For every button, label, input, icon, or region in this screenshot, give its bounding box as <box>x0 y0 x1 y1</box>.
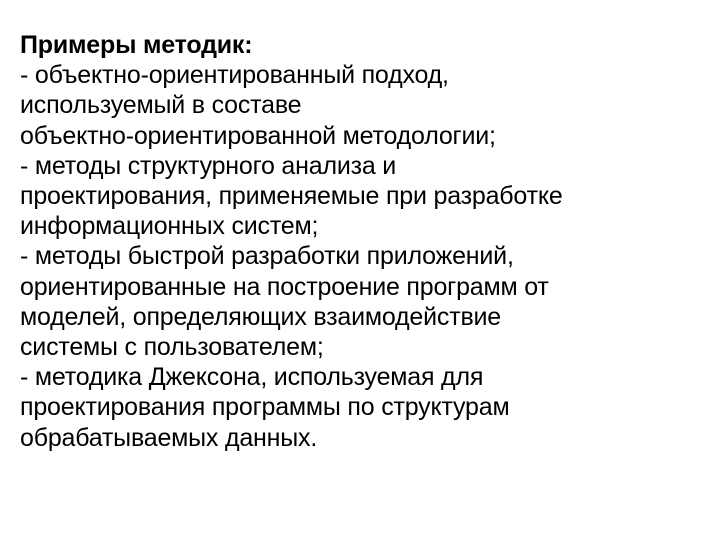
text-line: информационных систем; <box>20 212 319 241</box>
text-line: - методы структурного анализа и <box>20 151 397 180</box>
text-line: ориентированные на построение программ от <box>20 272 549 301</box>
text-line: - объектно-ориентированный подход, <box>20 61 449 90</box>
text-line: - методика Джексона, используемая для <box>20 363 484 392</box>
text-line: проектирования, применяемые при разработке <box>20 182 563 211</box>
text-line: объектно-ориентированной методологии; <box>20 121 496 150</box>
text-line: моделей, определяющих взаимодействие <box>20 302 501 331</box>
text-line: обрабатываемых данных. <box>20 423 318 452</box>
text-line: системы с пользователем; <box>20 333 324 362</box>
text-line: используемый в составе <box>20 91 302 120</box>
slide-heading: Примеры методик: <box>20 31 253 59</box>
text-line: проектирования программы по структурам <box>20 393 510 422</box>
slide-body <box>20 30 700 453</box>
text-line: - методы быстрой разработки приложений, <box>20 242 514 271</box>
